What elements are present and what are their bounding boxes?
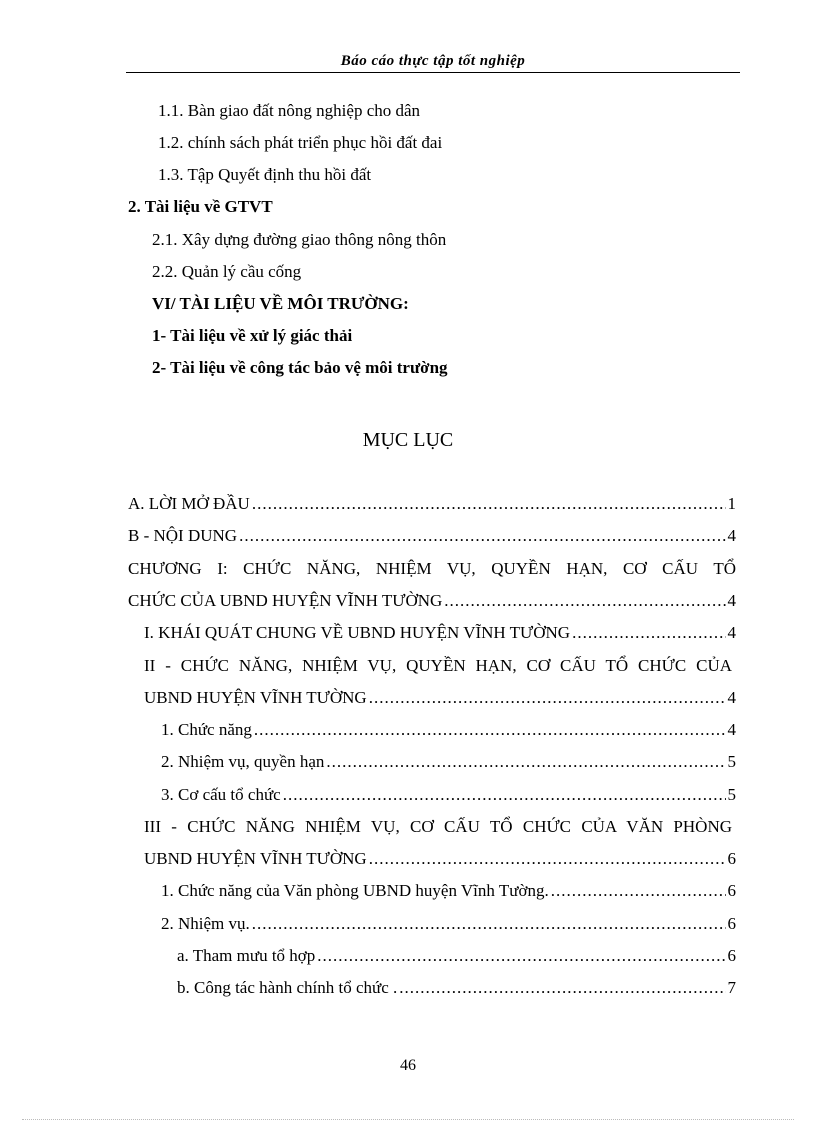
- toc-page-number: 7: [727, 978, 736, 997]
- list-item: 1.1. Bàn giao đất nông nghiệp cho dân: [158, 101, 421, 120]
- toc-title: MỤC LỤC: [362, 429, 454, 451]
- toc-entry-text: 1. Chức năng: [161, 720, 252, 739]
- header-title: Báo cáo thực tập tốt nghiệp: [340, 53, 526, 69]
- toc-page-number: 6: [727, 914, 736, 933]
- toc-entry[interactable]: [128, 493, 736, 515]
- toc-entry-text: CHỨC CỦA UBND HUYỆN VĨNH TƯỜNG: [128, 591, 443, 610]
- toc-entry[interactable]: [128, 590, 736, 612]
- toc-page-number: 1: [727, 494, 736, 513]
- toc-entry-text: B - NỘI DUNG: [128, 526, 238, 545]
- toc-leader: [551, 880, 726, 902]
- toc-leader: [369, 687, 726, 709]
- toc-entry[interactable]: [144, 687, 736, 709]
- toc-entry-line1: III - CHỨC NĂNG NHIỆM VỤ, CƠ CẤU TỔ CHỨC CỦA VĂN PHÒNG: [144, 817, 732, 836]
- toc-entry-line1: II - CHỨC NĂNG, NHIỆM VỤ, QUYỀN HẠN, CƠ CẤU TỔ CHỨC CỦA: [144, 656, 732, 675]
- toc-entry[interactable]: [177, 945, 736, 967]
- toc-leader: [572, 622, 725, 644]
- toc-page-number: 4: [727, 688, 736, 707]
- toc-page-number: 4: [727, 526, 736, 545]
- list-item: 2.1. Xây dựng đường giao thông nông thôn: [152, 230, 447, 249]
- toc-entry[interactable]: [144, 848, 736, 870]
- toc-leader: [239, 525, 725, 547]
- toc-entry-text: A. LỜI MỞ ĐẦU: [128, 494, 250, 513]
- toc-entry[interactable]: [161, 751, 736, 773]
- section-heading: VI/ TÀI LIỆU VỀ MÔI TRƯỜNG:: [152, 294, 409, 313]
- toc-entry[interactable]: [177, 977, 736, 999]
- list-item: 1.2. chính sách phát triển phục hồi đất đai: [158, 133, 443, 152]
- toc-page-number: 6: [727, 946, 736, 965]
- toc-page-number: 4: [727, 591, 736, 610]
- toc-page-number: 5: [727, 785, 736, 804]
- list-item: 1- Tài liệu về xử lý giác thải: [152, 326, 353, 345]
- toc-entry[interactable]: [144, 622, 736, 644]
- toc-leader: [444, 590, 725, 612]
- toc-entry-text: 3. Cơ cấu tổ chức: [161, 785, 281, 804]
- toc-entry-text: a. Tham mưu tổ hợp: [177, 946, 316, 965]
- toc-leader: [254, 719, 726, 741]
- page-header: [126, 52, 740, 73]
- toc-leader: [326, 751, 725, 773]
- toc-entry[interactable]: [161, 880, 736, 902]
- toc-entry-text: 1. Chức năng của Văn phòng UBND huyện Vĩnh Tường.: [161, 881, 549, 900]
- toc-page-number: 4: [727, 720, 736, 739]
- toc-entry-line1: CHƯƠNG I: CHỨC NĂNG, NHIỆM VỤ, QUYỀN HẠN, CƠ CẤU TỔ: [128, 559, 736, 578]
- toc-entry[interactable]: [161, 913, 736, 935]
- toc-page-number: 5: [727, 752, 736, 771]
- toc-page-number: 6: [727, 881, 736, 900]
- toc-leader: [369, 848, 726, 870]
- list-item: 2.2. Quản lý cầu cống: [152, 262, 302, 281]
- toc-page-number: 4: [727, 623, 736, 642]
- toc-leader: [252, 913, 726, 935]
- toc-leader: [399, 977, 725, 999]
- section-heading: 2. Tài liệu về GTVT: [128, 197, 273, 216]
- page-bottom-rule: [22, 1119, 794, 1120]
- list-item: 1.3. Tập Quyết định thu hồi đất: [158, 165, 372, 184]
- toc-leader: [283, 784, 726, 806]
- toc-entry-text: I. KHÁI QUÁT CHUNG VỀ UBND HUYỆN VĨNH TƯỜNG: [144, 623, 571, 642]
- list-item: 2- Tài liệu về công tác bảo vệ môi trường: [152, 358, 448, 377]
- toc-entry-text: b. Công tác hành chính tổ chức .: [177, 978, 398, 997]
- toc-entry-text: 2. Nhiệm vụ.: [161, 914, 250, 933]
- page-number: 46: [400, 1057, 416, 1074]
- toc-entry[interactable]: [161, 784, 736, 806]
- toc-entry-text: UBND HUYỆN VĨNH TƯỜNG: [144, 688, 367, 707]
- toc-entry-text: UBND HUYỆN VĨNH TƯỜNG: [144, 849, 367, 868]
- toc-entry[interactable]: [128, 525, 736, 547]
- toc-entry-text: 2. Nhiệm vụ, quyền hạn: [161, 752, 325, 771]
- toc-leader: [252, 493, 726, 515]
- toc-leader: [317, 945, 725, 967]
- toc-page-number: 6: [727, 849, 736, 868]
- toc-entry[interactable]: [161, 719, 736, 741]
